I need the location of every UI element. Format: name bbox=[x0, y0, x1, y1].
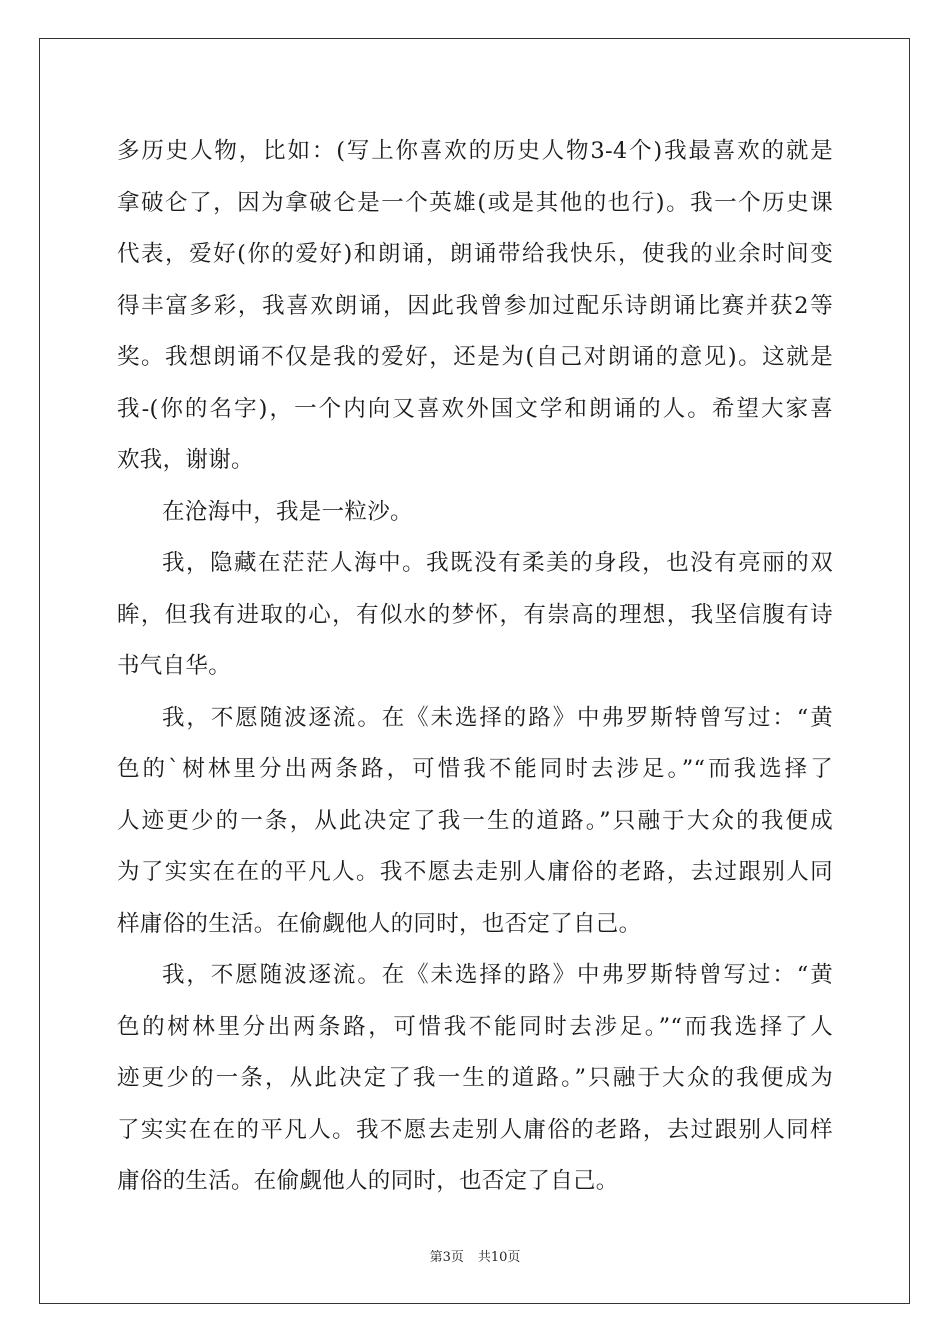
text-line: 色的`树林里分出两条路，可惜我不能同时去涉足。”“而我选择了 bbox=[117, 756, 833, 782]
page-number: 第3页 bbox=[429, 1250, 464, 1265]
text-line: 得丰富多彩，我喜欢朗诵，因此我曾参加过配乐诗朗诵比赛并获2等 bbox=[117, 292, 833, 319]
text-line: 在沧海中，我是一粒沙。 bbox=[162, 498, 413, 525]
text-line: 迹更少的一条，从此决定了我一生的道路。”只融于大众的我便成为 bbox=[117, 1065, 833, 1091]
document-body bbox=[117, 128, 833, 1210]
text-line: 庸俗的生活。在偷觑他人的同时，也否定了自己。 bbox=[117, 1168, 619, 1194]
text-line: 多历史人物，比如：(写上你喜欢的历史人物3-4个)我最喜欢的就是 bbox=[117, 138, 833, 164]
text-line: 人迹更少的一条，从此决定了我一生的道路。”只融于大众的我便成 bbox=[117, 807, 833, 834]
text-line: 欢我，谢谢。 bbox=[117, 447, 254, 473]
text-line: 色的树林里分出两条路，可惜我不能同时去涉足。”“而我选择了人 bbox=[117, 1013, 833, 1040]
text-line: 为了实实在在的平凡人。我不愿去走别人庸俗的老路，去过跟别人同 bbox=[117, 859, 833, 885]
text-line: 书气自华。 bbox=[117, 653, 232, 679]
total-pages: 共10页 bbox=[477, 1250, 521, 1265]
text-line: 奖。我想朗诵不仅是我的爱好，还是为(自己对朗诵的意见)。这就是 bbox=[117, 344, 833, 370]
text-line: 样庸俗的生活。在偷觑他人的同时，也否定了自己。 bbox=[117, 910, 642, 937]
text-line: 我，不愿随波逐流。在《未选择的路》中弗罗斯特曾写过：“黄 bbox=[162, 962, 833, 988]
page-footer bbox=[0, 1246, 950, 1265]
text-line: 眸，但我有进取的心，有似水的梦怀，有崇高的理想，我坚信腹有诗 bbox=[117, 601, 833, 628]
text-line: 代表，爱好(你的爱好)和朗诵，朗诵带给我快乐，使我的业余时间变 bbox=[117, 241, 833, 267]
text-line: 我-(你的名字)，一个内向又喜欢外国文学和朗诵的人。希望大家喜 bbox=[117, 395, 833, 422]
text-line: 我，不愿随波逐流。在《未选择的路》中弗罗斯特曾写过：“黄 bbox=[162, 704, 833, 731]
text-line: 我，隐藏在茫茫人海中。我既没有柔美的身段，也没有亮丽的双 bbox=[162, 550, 833, 576]
text-line: 了实实在在的平凡人。我不愿去走别人庸俗的老路，去过跟别人同样 bbox=[117, 1116, 833, 1143]
text-line: 拿破仑了，因为拿破仑是一个英雄(或是其他的也行)。我一个历史课 bbox=[117, 189, 833, 216]
